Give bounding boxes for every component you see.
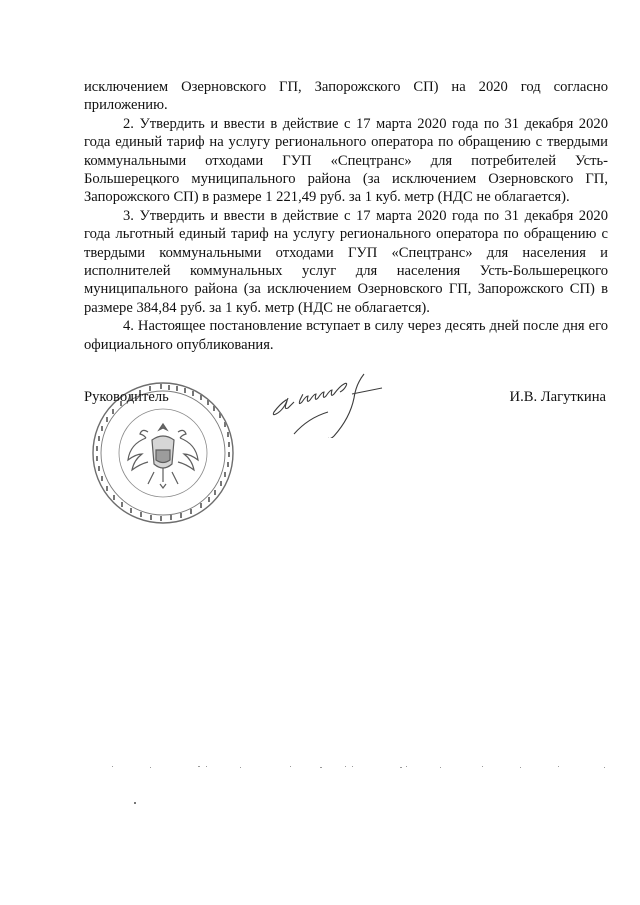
eagle-emblem-icon bbox=[128, 424, 198, 488]
signature-block bbox=[84, 389, 608, 411]
paragraph-item-4: 4. Настоящее постановление вступает в силу через десять дней после дня его официального опубликования. bbox=[84, 318, 608, 353]
signatory-title: Руководитель bbox=[84, 389, 169, 405]
scan-artifact-dot bbox=[134, 802, 136, 804]
signatory-name: И.В. Лагуткина bbox=[509, 389, 606, 405]
scan-artifact-line bbox=[110, 762, 610, 774]
document-body bbox=[84, 78, 608, 354]
paragraph-item-3: 3. Утвердить и ввести в действие с 17 марта 2020 года по 31 декабря 2020 года льготный единый тариф на услугу регионального оператора по обращению с твердыми коммунальными отходами ГУП «Спецтранс» для населения и исполнителей коммунальных услуг для населения Усть-Большерецкого муниципального района (за исключением Озерновского ГП, Запорожского СП) в размере 384,84 руб. за 1 куб. метр (НДС не облагается). bbox=[84, 207, 608, 316]
paragraph-item-2: 2. Утвердить и ввести в действие с 17 марта 2020 года по 31 декабря 2020 года единый тариф на услугу регионального оператора по обращению с твердыми коммунальными отходами ГУП «Спецтранс» для потребителей Усть-Большерецкого муниципального района (за исключением Озерновского ГП, Запорожского СП) в размере 1 221,49 руб. за 1 куб. метр (НДС не облагается). bbox=[84, 115, 608, 206]
paragraph-continuation: исключением Озерновского ГП, Запорожского СП) на 2020 год согласно приложению. bbox=[84, 79, 608, 114]
